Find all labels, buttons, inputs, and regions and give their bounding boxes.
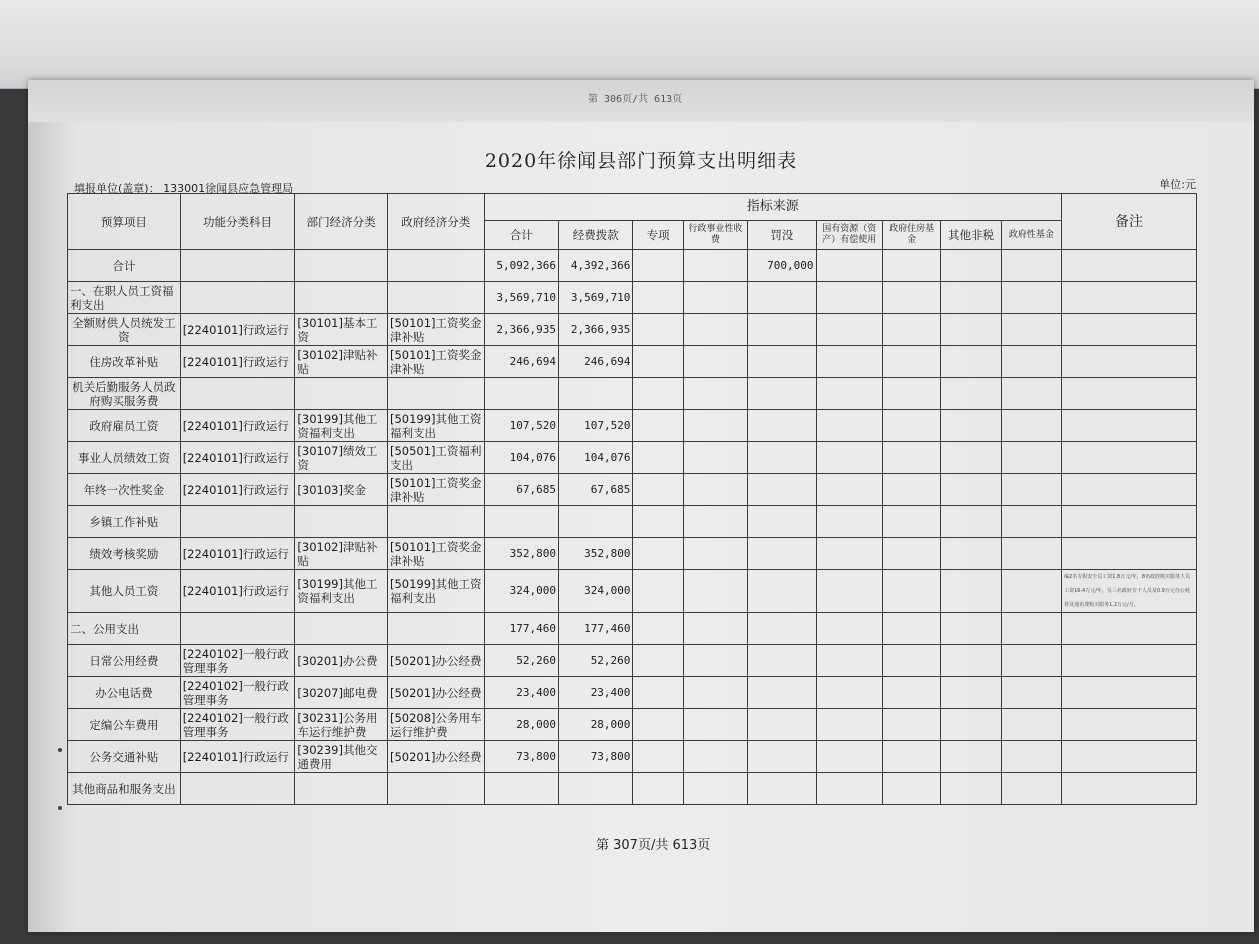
dept-econ-cell	[295, 773, 388, 805]
table-row	[68, 538, 1197, 570]
other-nontax-cell	[941, 282, 1001, 314]
other-nontax-cell	[941, 474, 1001, 506]
special-cell	[633, 677, 683, 709]
gov-econ-cell	[387, 282, 484, 314]
gov-econ-cell: [50201]办公经费	[387, 677, 484, 709]
funding-cell: 352,800	[558, 538, 632, 570]
total-cell	[484, 773, 558, 805]
special-cell	[633, 378, 683, 410]
gov-fund-cell	[1001, 538, 1061, 570]
project-cell: 日常公用经费	[68, 645, 181, 677]
state-assets-cell	[816, 506, 882, 538]
other-nontax-cell	[941, 570, 1001, 613]
fines-cell	[748, 474, 816, 506]
gov-fund-cell	[1001, 346, 1061, 378]
remark-cell	[1062, 741, 1197, 773]
state-assets-cell	[816, 709, 882, 741]
gov-fund-cell	[1001, 250, 1061, 282]
funding-cell: 23,400	[558, 677, 632, 709]
header-gov-econ: 政府经济分类	[387, 194, 484, 250]
special-cell	[633, 538, 683, 570]
table-row	[68, 442, 1197, 474]
special-cell	[633, 613, 683, 645]
fines-cell	[748, 314, 816, 346]
gov-econ-cell	[387, 506, 484, 538]
other-nontax-cell	[941, 613, 1001, 645]
state-assets-cell	[816, 613, 882, 645]
funding-cell: 3,569,710	[558, 282, 632, 314]
functional-cell: [2240101]行政运行	[180, 538, 295, 570]
funding-cell: 324,000	[558, 570, 632, 613]
total-cell: 73,800	[484, 741, 558, 773]
paper-speck	[58, 806, 62, 810]
dept-econ-cell: [30231]公务用车运行维护费	[295, 709, 388, 741]
other-nontax-cell	[941, 378, 1001, 410]
other-nontax-cell	[941, 709, 1001, 741]
gov-fund-cell	[1001, 741, 1061, 773]
funding-cell: 246,694	[558, 346, 632, 378]
other-nontax-cell	[941, 645, 1001, 677]
funding-cell: 107,520	[558, 410, 632, 442]
functional-cell	[180, 250, 295, 282]
remark-cell	[1062, 773, 1197, 805]
dept-econ-cell	[295, 506, 388, 538]
housing-cell	[882, 645, 940, 677]
dept-econ-cell: [30201]办公费	[295, 645, 388, 677]
housing-cell	[882, 506, 940, 538]
header-project: 预算项目	[68, 194, 181, 250]
housing-cell	[882, 378, 940, 410]
housing-cell	[882, 741, 940, 773]
total-cell: 3,569,710	[484, 282, 558, 314]
other-nontax-cell	[941, 538, 1001, 570]
project-cell: 绩效考核奖励	[68, 538, 181, 570]
table-row	[68, 314, 1197, 346]
state-assets-cell	[816, 645, 882, 677]
admin-fee-cell	[683, 570, 747, 613]
special-cell	[633, 570, 683, 613]
remark-cell	[1062, 442, 1197, 474]
special-cell	[633, 773, 683, 805]
table-row	[68, 613, 1197, 645]
header-state-assets: 国有资源（资产）有偿使用	[816, 221, 882, 250]
housing-cell	[882, 474, 940, 506]
gov-econ-cell: [50101]工资奖金津补贴	[387, 314, 484, 346]
gov-econ-cell: [50199]其他工资福利支出	[387, 570, 484, 613]
state-assets-cell	[816, 773, 882, 805]
functional-cell	[180, 613, 295, 645]
special-cell	[633, 250, 683, 282]
functional-cell: [2240101]行政运行	[180, 474, 295, 506]
remark-cell	[1062, 346, 1197, 378]
project-cell: 乡镇工作补贴	[68, 506, 181, 538]
fines-cell	[748, 645, 816, 677]
project-cell: 机关后勤服务人员政府购买服务费	[68, 378, 181, 410]
table-row	[68, 410, 1197, 442]
dept-econ-cell	[295, 613, 388, 645]
total-cell: 52,260	[484, 645, 558, 677]
page-footer: 第 307页/共 613页	[596, 838, 711, 853]
project-cell: 办公电话费	[68, 677, 181, 709]
functional-cell: [2240102]一般行政管理事务	[180, 709, 295, 741]
gov-econ-cell: [50199]其他工资福利支出	[387, 410, 484, 442]
admin-fee-cell	[683, 282, 747, 314]
header-housing-fund: 政府住房基金	[882, 221, 940, 250]
housing-cell	[882, 346, 940, 378]
special-cell	[633, 410, 683, 442]
fines-cell	[748, 378, 816, 410]
header-source-group: 指标来源	[484, 194, 1062, 221]
housing-cell	[882, 773, 940, 805]
admin-fee-cell	[683, 741, 747, 773]
table-row	[68, 346, 1197, 378]
remark-cell	[1062, 506, 1197, 538]
special-cell	[633, 709, 683, 741]
admin-fee-cell	[683, 250, 747, 282]
total-cell: 2,366,935	[484, 314, 558, 346]
functional-cell: [2240101]行政运行	[180, 346, 295, 378]
budget-table	[67, 193, 1197, 805]
remark-cell	[1062, 378, 1197, 410]
admin-fee-cell	[683, 506, 747, 538]
remark-cell	[1062, 282, 1197, 314]
project-cell: 公务交通补贴	[68, 741, 181, 773]
fines-cell	[748, 282, 816, 314]
housing-cell	[882, 282, 940, 314]
functional-cell: [2240101]行政运行	[180, 410, 295, 442]
reporting-unit: 填报单位(盖章)： 133001徐闻县应急管理局	[74, 182, 294, 195]
special-cell	[633, 506, 683, 538]
fines-cell: 700,000	[748, 250, 816, 282]
table-row	[68, 773, 1197, 805]
special-cell	[633, 442, 683, 474]
gov-econ-cell: [50101]工资奖金津补贴	[387, 474, 484, 506]
header-funding: 经费拨款	[558, 221, 632, 250]
dept-econ-cell: [30199]其他工资福利支出	[295, 570, 388, 613]
header-fines: 罚没	[748, 221, 816, 250]
special-cell	[633, 741, 683, 773]
table-row	[68, 474, 1197, 506]
table-row	[68, 709, 1197, 741]
gov-econ-cell: [50201]办公经费	[387, 741, 484, 773]
fines-cell	[748, 741, 816, 773]
funding-cell: 2,366,935	[558, 314, 632, 346]
gov-econ-cell: [50201]办公经费	[387, 645, 484, 677]
other-nontax-cell	[941, 442, 1001, 474]
dept-econ-cell: [30102]津贴补贴	[295, 538, 388, 570]
admin-fee-cell	[683, 709, 747, 741]
total-cell: 324,000	[484, 570, 558, 613]
functional-cell	[180, 506, 295, 538]
gov-fund-cell	[1001, 282, 1061, 314]
total-cell: 28,000	[484, 709, 558, 741]
fines-cell	[748, 410, 816, 442]
header-remarks: 备注	[1062, 194, 1197, 250]
dept-econ-cell	[295, 282, 388, 314]
table-row	[68, 506, 1197, 538]
gov-fund-cell	[1001, 442, 1061, 474]
gov-fund-cell	[1001, 378, 1061, 410]
admin-fee-cell	[683, 378, 747, 410]
project-cell: 事业人员绩效工资	[68, 442, 181, 474]
special-cell	[633, 645, 683, 677]
gov-fund-cell	[1001, 709, 1061, 741]
remark-cell	[1062, 474, 1197, 506]
other-nontax-cell	[941, 773, 1001, 805]
functional-cell	[180, 282, 295, 314]
header-dept-econ: 部门经济分类	[295, 194, 388, 250]
funding-cell: 67,685	[558, 474, 632, 506]
total-cell: 107,520	[484, 410, 558, 442]
gov-fund-cell	[1001, 570, 1061, 613]
project-cell: 其他人员工资	[68, 570, 181, 613]
state-assets-cell	[816, 474, 882, 506]
gov-fund-cell	[1001, 613, 1061, 645]
housing-cell	[882, 250, 940, 282]
admin-fee-cell	[683, 474, 747, 506]
gov-econ-cell: [50501]工资福利支出	[387, 442, 484, 474]
gov-econ-cell: [50208]公务用车运行维护费	[387, 709, 484, 741]
project-cell: 年终一次性奖金	[68, 474, 181, 506]
state-assets-cell	[816, 442, 882, 474]
header-gov-fund: 政府性基金	[1001, 221, 1061, 250]
fines-cell	[748, 538, 816, 570]
dept-econ-cell: [30102]津贴补贴	[295, 346, 388, 378]
gov-econ-cell	[387, 773, 484, 805]
remark-cell	[1062, 613, 1197, 645]
remark-cell	[1062, 709, 1197, 741]
project-cell: 合计	[68, 250, 181, 282]
remark-cell	[1062, 538, 1197, 570]
housing-cell	[882, 613, 940, 645]
gov-fund-cell	[1001, 314, 1061, 346]
total-cell: 177,460	[484, 613, 558, 645]
dept-econ-cell	[295, 250, 388, 282]
state-assets-cell	[816, 314, 882, 346]
header-special: 专项	[633, 221, 683, 250]
total-cell: 5,092,366	[484, 250, 558, 282]
header-other-nontax: 其他非税	[941, 221, 1001, 250]
previous-page-number: 第 306页/共 613页	[588, 94, 683, 105]
state-assets-cell	[816, 378, 882, 410]
state-assets-cell	[816, 250, 882, 282]
funding-cell: 28,000	[558, 709, 632, 741]
admin-fee-cell	[683, 773, 747, 805]
other-nontax-cell	[941, 346, 1001, 378]
other-nontax-cell	[941, 250, 1001, 282]
dept-econ-cell: [30101]基本工资	[295, 314, 388, 346]
document-page	[28, 80, 1254, 932]
total-cell: 352,800	[484, 538, 558, 570]
admin-fee-cell	[683, 538, 747, 570]
header-functional: 功能分类科目	[180, 194, 295, 250]
dept-econ-cell: [30207]邮电费	[295, 677, 388, 709]
gov-fund-cell	[1001, 773, 1061, 805]
admin-fee-cell	[683, 677, 747, 709]
project-cell: 二、公用支出	[68, 613, 181, 645]
total-cell: 23,400	[484, 677, 558, 709]
table-row	[68, 677, 1197, 709]
remark-cell: 编2名专职安全员工资1.8万元/年，8名政府购买服务人员工资16.4万元/年，另三名政府专干人员及0.9万元办公耗材及通讯费购买服务1.2万元/月。	[1062, 570, 1197, 613]
project-cell: 住房改革补贴	[68, 346, 181, 378]
project-cell: 全额财供人员统发工资	[68, 314, 181, 346]
currency-unit: 单位:元	[1159, 178, 1196, 191]
housing-cell	[882, 538, 940, 570]
header-total: 合计	[484, 221, 558, 250]
fines-cell	[748, 773, 816, 805]
admin-fee-cell	[683, 613, 747, 645]
total-cell	[484, 506, 558, 538]
remark-cell	[1062, 645, 1197, 677]
document-title: 2020年徐闻县部门预算支出明细表	[484, 150, 798, 172]
remark-cell	[1062, 677, 1197, 709]
functional-cell: [2240101]行政运行	[180, 741, 295, 773]
state-assets-cell	[816, 741, 882, 773]
housing-cell	[882, 709, 940, 741]
total-cell: 246,694	[484, 346, 558, 378]
other-nontax-cell	[941, 506, 1001, 538]
total-cell: 104,076	[484, 442, 558, 474]
remark-cell	[1062, 410, 1197, 442]
total-cell	[484, 378, 558, 410]
admin-fee-cell	[683, 314, 747, 346]
admin-fee-cell	[683, 645, 747, 677]
remark-cell	[1062, 314, 1197, 346]
table-row	[68, 645, 1197, 677]
admin-fee-cell	[683, 410, 747, 442]
other-nontax-cell	[941, 741, 1001, 773]
state-assets-cell	[816, 410, 882, 442]
fines-cell	[748, 570, 816, 613]
other-nontax-cell	[941, 410, 1001, 442]
funding-cell	[558, 378, 632, 410]
funding-cell: 104,076	[558, 442, 632, 474]
gov-econ-cell	[387, 613, 484, 645]
gov-fund-cell	[1001, 474, 1061, 506]
funding-cell	[558, 773, 632, 805]
paper-speck	[58, 748, 62, 752]
state-assets-cell	[816, 677, 882, 709]
functional-cell: [2240101]行政运行	[180, 570, 295, 613]
special-cell	[633, 282, 683, 314]
admin-fee-cell	[683, 346, 747, 378]
other-nontax-cell	[941, 677, 1001, 709]
special-cell	[633, 346, 683, 378]
gov-econ-cell: [50101]工资奖金津补贴	[387, 538, 484, 570]
functional-cell: [2240101]行政运行	[180, 442, 295, 474]
funding-cell	[558, 506, 632, 538]
functional-cell	[180, 378, 295, 410]
fines-cell	[748, 442, 816, 474]
project-cell: 其他商品和服务支出	[68, 773, 181, 805]
dept-econ-cell: [30107]绩效工资	[295, 442, 388, 474]
gov-econ-cell: [50101]工资奖金津补贴	[387, 346, 484, 378]
table-row	[68, 570, 1197, 613]
fines-cell	[748, 346, 816, 378]
housing-cell	[882, 677, 940, 709]
functional-cell: [2240102]一般行政管理事务	[180, 645, 295, 677]
gov-fund-cell	[1001, 506, 1061, 538]
housing-cell	[882, 410, 940, 442]
gov-econ-cell	[387, 378, 484, 410]
header-admin-fee: 行政事业性收费	[683, 221, 747, 250]
dept-econ-cell: [30199]其他工资福利支出	[295, 410, 388, 442]
gov-fund-cell	[1001, 677, 1061, 709]
fines-cell	[748, 709, 816, 741]
dept-econ-cell	[295, 378, 388, 410]
gov-fund-cell	[1001, 645, 1061, 677]
table-row	[68, 741, 1197, 773]
functional-cell: [2240101]行政运行	[180, 314, 295, 346]
table-row	[68, 250, 1197, 282]
funding-cell: 177,460	[558, 613, 632, 645]
funding-cell: 4,392,366	[558, 250, 632, 282]
funding-cell: 73,800	[558, 741, 632, 773]
project-cell: 定编公车费用	[68, 709, 181, 741]
table-row	[68, 282, 1197, 314]
project-cell: 政府雇员工资	[68, 410, 181, 442]
special-cell	[633, 314, 683, 346]
state-assets-cell	[816, 346, 882, 378]
dept-econ-cell: [30239]其他交通费用	[295, 741, 388, 773]
table-row	[68, 378, 1197, 410]
functional-cell: [2240102]一般行政管理事务	[180, 677, 295, 709]
housing-cell	[882, 442, 940, 474]
gov-econ-cell	[387, 250, 484, 282]
dept-econ-cell: [30103]奖金	[295, 474, 388, 506]
fines-cell	[748, 677, 816, 709]
project-cell: 一、在职人员工资福利支出	[68, 282, 181, 314]
previous-page-edge	[0, 0, 1259, 89]
fines-cell	[748, 506, 816, 538]
fines-cell	[748, 613, 816, 645]
state-assets-cell	[816, 538, 882, 570]
admin-fee-cell	[683, 442, 747, 474]
state-assets-cell	[816, 282, 882, 314]
housing-cell	[882, 314, 940, 346]
funding-cell: 52,260	[558, 645, 632, 677]
state-assets-cell	[816, 570, 882, 613]
gov-fund-cell	[1001, 410, 1061, 442]
functional-cell	[180, 773, 295, 805]
special-cell	[633, 474, 683, 506]
remark-cell	[1062, 250, 1197, 282]
other-nontax-cell	[941, 314, 1001, 346]
housing-cell	[882, 570, 940, 613]
total-cell: 67,685	[484, 474, 558, 506]
